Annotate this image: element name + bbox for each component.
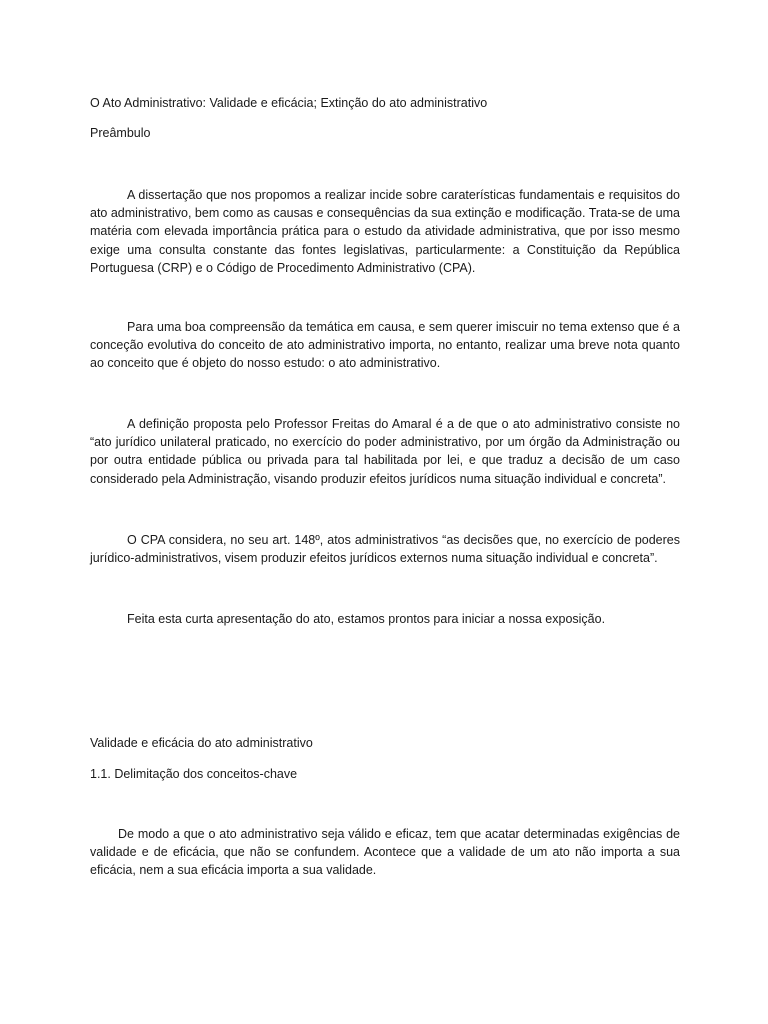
paragraph-3: A definição proposta pelo Professor Freitas do Amaral é a de que o ato administrativo consiste no “ato jurídico unilateral praticado, no exercício do poder administrativo, por um órgão da Administração ou por outra entidade pública ou privada para tal habilitada por lei, e que traduz a decisão de um caso considerado pela Administração, visando produzir efeitos jurídicos numa situação individual e concreta”. [90, 417, 680, 486]
preamble-heading: Preâmbulo [90, 126, 151, 140]
paragraph-4: O CPA considera, no seu art. 148º, atos administrativos “as decisões que, no exercício de poderes jurídico-administrativos, visem produzir efeitos jurídicos externos numa situação individual e concreta”. [90, 533, 680, 566]
paragraph-5: Feita esta curta apresentação do ato, estamos prontos para iniciar a nossa exposição. [127, 612, 606, 626]
section-heading: Validade e eficácia do ato administrativo [90, 736, 313, 750]
subsection-heading: 1.1. Delimitação dos conceitos-chave [90, 767, 298, 781]
section-paragraph: De modo a que o ato administrativo seja válido e eficaz, tem que acatar determinadas exigências de validade e de eficácia, que não se confundem. Acontece que a validade de um ato não importa a sua eficácia, nem a sua eficácia importa a sua validade. [90, 827, 680, 878]
paragraph-1: A dissertação que nos propomos a realizar incide sobre caraterísticas fundamentais e requisitos do ato administrativo, bem como as causas e consequências da sua extinção e modificação. Trata-se de uma matéria com elevada importância prática para o estudo da atividade administrativa, que por isso mesmo exige uma consulta constante das fontes legislativas, particularmente: a Constituição da República Portuguesa (CRP) e o Código de Procedimento Administrativo (CPA). [90, 188, 680, 275]
paragraph-2: Para uma boa compreensão da temática em causa, e sem querer imiscuir no tema extenso que é a conceção evolutiva do conceito de ato administrativo importa, no entanto, realizar uma breve nota quanto ao conceito que é objeto do nosso estudo: o ato administrativo. [90, 320, 680, 371]
document-title: O Ato Administrativo: Validade e eficácia; Extinção do ato administrativo [90, 96, 488, 110]
